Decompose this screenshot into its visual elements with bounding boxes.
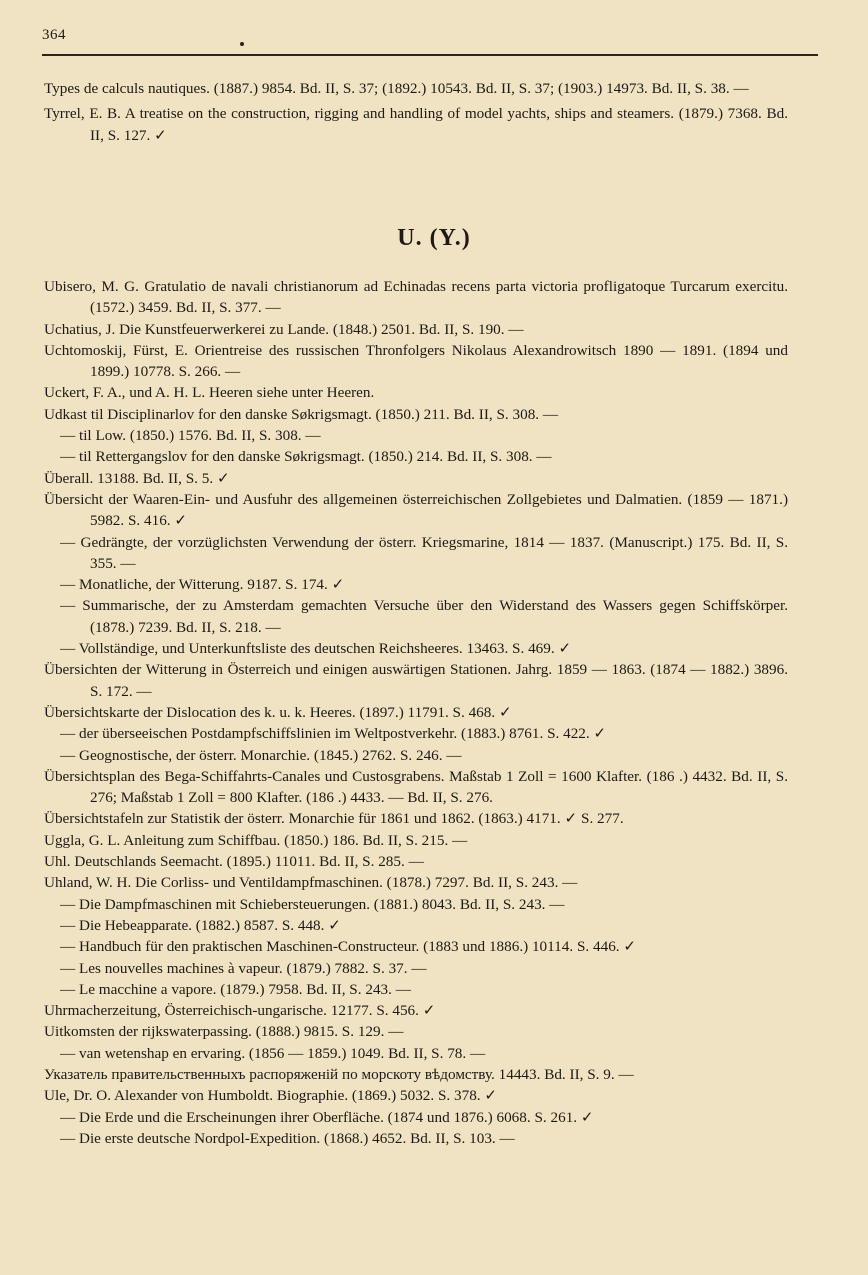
index-entry: Ubisero, M. G. Gratulatio de navali christianorum ad Echinadas recens parta victoria profligatoque Turcarum exercitu. (1572.) 3459. Bd. II, S. 377. — (44, 278, 788, 317)
index-subentry: — van wetenshap en ervaring. (1856 — 1859.) 1049. Bd. II, S. 78. — (60, 1044, 486, 1062)
header-rule (42, 54, 818, 56)
index-entry: Указатель правительственныхъ распоряженій по морскоту вѣдомству. 14443. Bd. II, S. 9. — (44, 1065, 634, 1083)
index-entry: Übersichten der Witterung in Österreich und einigen auswärtigen Stationen. Jahrg. 1859 — 1863. (1874 — 1882.) 3896. S. 172. — (44, 661, 788, 700)
index-entry: Uhl. Deutschlands Seemacht. (1895.) 11011. Bd. II, S. 285. — (44, 853, 424, 871)
section-heading: U. (Y.) (397, 225, 471, 251)
index-entry: Ule, Dr. O. Alexander von Humboldt. Biographie. (1869.) 5032. S. 378. ✓ (44, 1087, 498, 1105)
index-subentry: — til Low. (1850.) 1576. Bd. II, S. 308. — (60, 427, 321, 445)
index-subentry: — der überseeischen Postdampfschiffslinien im Weltpostverkehr. (1883.) 8761. S. 422. ✓ (60, 725, 607, 743)
index-entry: Uchatius, J. Die Kunstfeuerwerkerei zu Lande. (1848.) 2501. Bd. II, S. 190. — (44, 320, 524, 338)
index-entry: Udkast til Disciplinarlov for den danske Søkrigsmagt. (1850.) 211. Bd. II, S. 308. — (44, 405, 559, 423)
index-entry: Uhrmacherzeitung, Österreichisch-ungarische. 12177. S. 456. ✓ (44, 1002, 436, 1020)
index-subentry: — Die Erde und die Erscheinungen ihrer Oberfläche. (1874 und 1876.) 6068. S. 261. ✓ (60, 1108, 594, 1126)
index-entry: Übersichtstafeln zur Statistik der österr. Monarchie für 1861 und 1862. (1863.) 4171. ✓ S. 277. (44, 810, 624, 828)
index-entry: Uitkomsten der rijkswaterpassing. (1888.) 9815. S. 129. — (44, 1023, 404, 1041)
entry-types-de-calculs: Types de calculs nautiques. (1887.) 9854. Bd. II, S. 37; (1892.) 10543. Bd. II, S. 37; (1903.) 14973. Bd. II, S. 38. — (44, 80, 749, 97)
index-entry: Uchtomoskij, Fürst, E. Orientreise des russischen Thronfolgers Nikolaus Alexandrowitsch 1890 — 1891. (1894 und 1899.) 10778. S. 266. — (44, 341, 788, 381)
index-subentry: — Gedrängte, der vorzüglichsten Verwendung der österr. Kriegsmarine, 1814 — 1837. (Manuscript.) 175. Bd. II, S. 355. — (60, 533, 788, 572)
index-entry: Übersicht der Waaren-Ein- und Ausfuhr des allgemeinen österreichischen Zollgebietes und Dalmatien. (1859 — 1871.) 5982. S. 416. ✓ (44, 490, 788, 530)
index-entry: Übersichtsplan des Bega-Schiffahrts-Canales und Custosgrabens. Maßstab 1 Zoll = 1600 Klafter. (186 .) 4432. Bd. II, S. 276; Maßstab 1 Zoll = 800 Klafter. (186 .) 4433. — Bd. II, S. 276. (44, 767, 788, 807)
index-entry: Uggla, G. L. Anleitung zum Schiffbau. (1850.) 186. Bd. II, S. 215. — (44, 831, 468, 849)
top-entries (44, 78, 788, 146)
index-subentry: — Die Dampfmaschinen mit Schiebersteuerungen. (1881.) 8043. Bd. II, S. 243. — (60, 895, 565, 913)
entry-tyrrel: Tyrrel, E. B. A treatise on the construction, rigging and handling of model yachts, ships and steamers. (1879.) 7368. Bd. II, S. 127. ✓ (44, 105, 788, 144)
index-entry: Überall. 13188. Bd. II, S. 5. ✓ (44, 469, 230, 487)
index-subentry: — Monatliche, der Witterung. 9187. S. 174. ✓ (60, 576, 345, 594)
index-subentry: — Summarische, der zu Amsterdam gemachten Versuche über den Widerstand des Wassers gegen Schiffskörper. (1878.) 7239. Bd. II, S. 218. — (60, 597, 788, 636)
page-number: 364 (42, 27, 66, 43)
index-entry: Uckert, F. A., und A. H. L. Heeren siehe unter Heeren. (44, 384, 375, 402)
index-subentry: — Die erste deutsche Nordpol-Expedition. (1868.) 4652. Bd. II, S. 103. — (60, 1129, 515, 1147)
index-subentry: — Die Hebeapparate. (1882.) 8587. S. 448. ✓ (60, 916, 341, 934)
index-subentry: — Les nouvelles machines à vapeur. (1879.) 7882. S. 37. — (60, 959, 427, 977)
index-subentry: — til Rettergangslov for den danske Søkrigsmagt. (1850.) 214. Bd. II, S. 308. — (60, 448, 552, 466)
index-subentry: — Le macchine a vapore. (1879.) 7958. Bd. II, S. 243. — (60, 980, 411, 998)
index-entry-list (44, 276, 788, 1149)
index-entry: Uhland, W. H. Die Corliss- und Ventildampfmaschinen. (1878.) 7297. Bd. II, S. 243. — (44, 874, 578, 892)
index-subentry: — Geognostische, der österr. Monarchie. (1845.) 2762. S. 246. — (60, 746, 462, 764)
index-subentry: — Vollständige, und Unterkunftsliste des deutschen Reichsheeres. 13463. S. 469. ✓ (60, 640, 572, 658)
header-dot (240, 42, 244, 46)
index-entry: Übersichtskarte der Dislocation des k. u. k. Heeres. (1897.) 11791. S. 468. ✓ (44, 703, 512, 721)
index-subentry: — Handbuch für den praktischen Maschinen-Constructeur. (1883 und 1886.) 10114. S. 446. ✓ (60, 938, 637, 956)
